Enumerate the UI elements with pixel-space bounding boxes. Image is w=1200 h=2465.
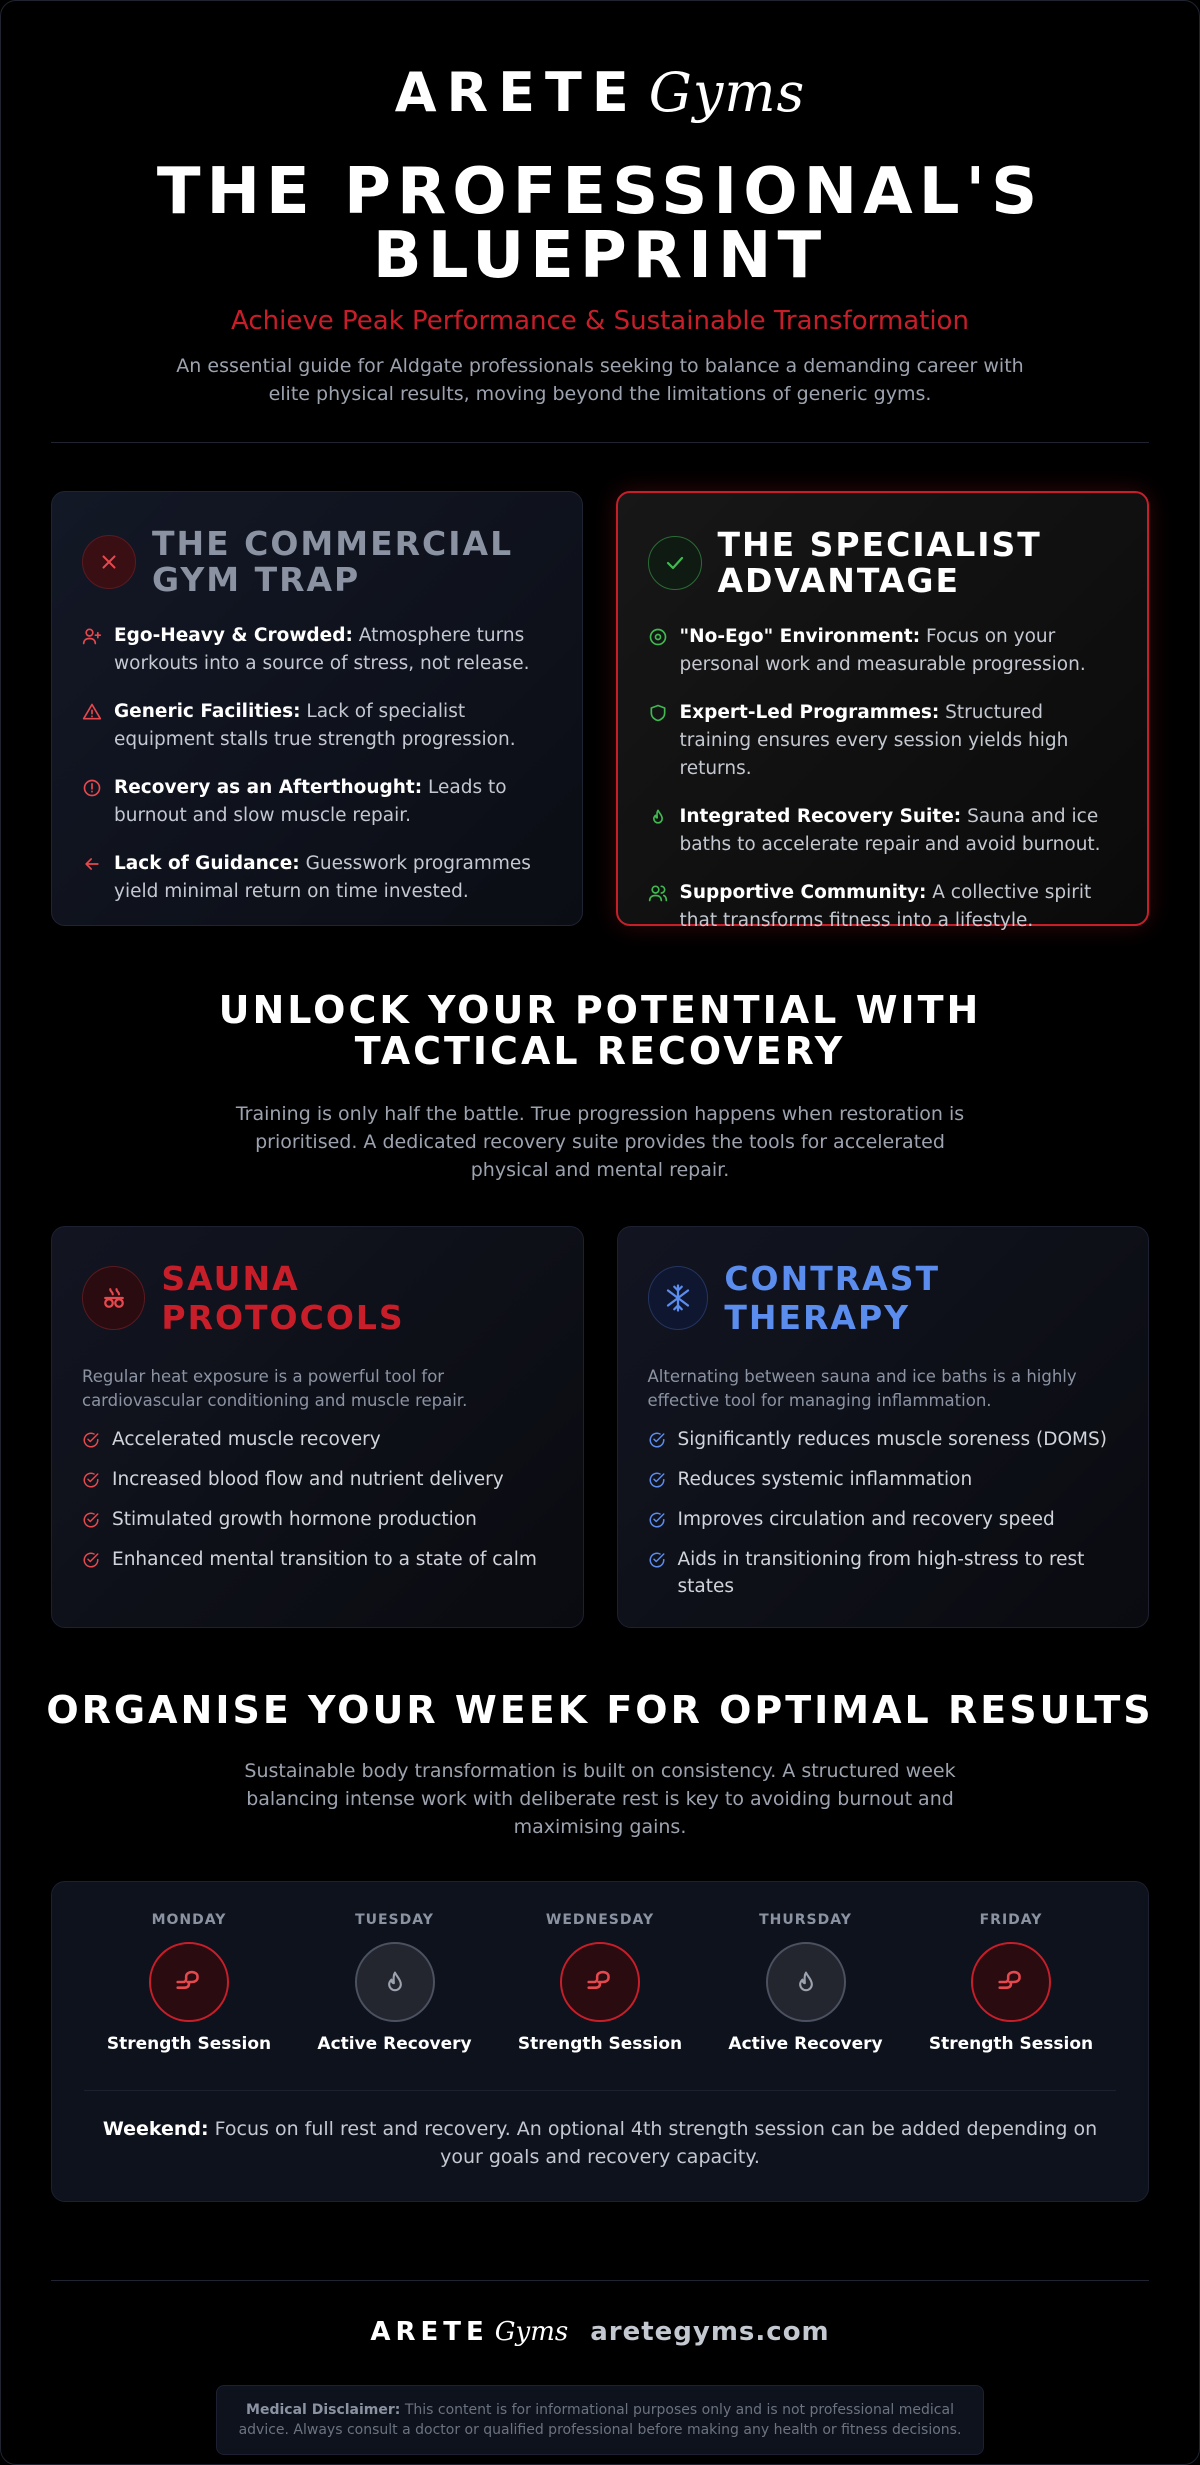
recovery-text: Training is only half the battle. True progression happens when restoration is prioritised. A dedicated recovery suite provides the tools for accelerated physical and mental repair.: [235, 1103, 965, 1181]
sauna-title: SAUNA PROTOCOLS: [161, 1259, 405, 1337]
contrast-description: Alternating between sauna and ice baths is a highly effective tool for managing inflammation.: [647, 1367, 1077, 1410]
list-item: Aids in transitioning from high-stress to rest states: [648, 1546, 1119, 1600]
weekend-note: Weekend: Focus on full rest and recovery. An optional 4th strength session can be added depending on your goals and recovery capacity.: [84, 2090, 1116, 2171]
list-item: Reduces systemic inflammation: [648, 1466, 1119, 1493]
list-item: "No-Ego" Environment: Focus on your personal work and measurable progression.: [648, 623, 1118, 679]
sauna-description: Regular heat exposure is a powerful tool for cardiovascular conditioning and muscle repair.: [82, 1367, 468, 1410]
week-section: [1, 1690, 1199, 1841]
divider: [51, 2280, 1149, 2281]
list-item: Accelerated muscle recovery: [82, 1426, 553, 1453]
recovery-drop-icon: [766, 1942, 846, 2022]
day-thursday: THURSDAY Active Recovery: [728, 1912, 883, 2054]
x-icon: [82, 535, 136, 589]
list-item: Increased blood flow and nutrient delivery: [82, 1466, 553, 1493]
users-icon: [648, 883, 668, 903]
week-heading: ORGANISE YOUR WEEK FOR OPTIMAL RESULTS: [46, 1688, 1154, 1732]
check-circle-icon: [648, 1551, 666, 1569]
snowflake-icon: [648, 1266, 709, 1330]
recovery-cards: [1, 1226, 1199, 1628]
brand-word: ARETE: [394, 61, 639, 124]
list-item: Enhanced mental transition to a state of calm: [82, 1546, 553, 1573]
strength-icon: [971, 1942, 1051, 2022]
user-plus-icon: [82, 626, 102, 646]
check-circle-icon: [82, 1511, 100, 1529]
sauna-protocols-card: [51, 1226, 584, 1628]
day-wednesday: WEDNESDAY Strength Session: [517, 1912, 683, 2054]
recovery-section: [1, 990, 1199, 1184]
comparison-section: [1, 491, 1199, 931]
brand-logo: [1, 1, 1199, 124]
footer-logo: ARETE Gyms: [370, 2317, 569, 2347]
check-circle-icon: [82, 1431, 100, 1449]
list-item: Lack of Guidance: Guesswork programmes yield minimal return on time invested.: [82, 850, 552, 906]
list-item: Expert-Led Programmes: Structured training ensures every session yields high returns.: [648, 699, 1118, 783]
list-item: Improves circulation and recovery speed: [648, 1506, 1119, 1533]
check-circle-icon: [648, 1431, 666, 1449]
strength-icon: [560, 1942, 640, 2022]
advantage-title: THE SPECIALIST ADVANTAGE: [717, 525, 1042, 600]
alert-circle-icon: [82, 778, 102, 798]
list-item: Significantly reduces muscle soreness (DOMS): [648, 1426, 1119, 1453]
brand-script: Gyms: [648, 61, 806, 124]
strength-icon: [149, 1942, 229, 2022]
contrast-title: CONTRAST THERAPY: [724, 1259, 940, 1337]
contrast-therapy-card: [617, 1226, 1150, 1628]
heat-icon: [82, 1266, 145, 1330]
list-item: Integrated Recovery Suite: Sauna and ice baths to accelerate repair and avoid burnout.: [648, 803, 1118, 859]
list-item: Supportive Community: A collective spirit that transforms fitness into a lifestyle.: [648, 879, 1118, 935]
medical-disclaimer: Medical Disclaimer: This content is for informational purposes only and is not professional medical advice. Always consult a doctor or qualified professional before making any health or fitness decisions.: [216, 2385, 984, 2455]
website-link[interactable]: aretegyms.com: [590, 2317, 830, 2347]
target-icon: [648, 627, 668, 647]
trap-title: THE COMMERCIAL GYM TRAP: [152, 524, 514, 599]
weekly-schedule: [51, 1881, 1149, 2202]
list-item: Stimulated growth hormone production: [82, 1506, 553, 1533]
warning-icon: [82, 702, 102, 722]
specialist-advantage-card: [616, 491, 1150, 931]
arrow-left-icon: [82, 854, 102, 874]
check-icon: [648, 536, 702, 590]
divider: [51, 442, 1149, 443]
list-item: Ego-Heavy & Crowded: Atmosphere turns workouts into a source of stress, not release.: [82, 622, 552, 678]
flame-icon: [648, 807, 668, 827]
check-circle-icon: [82, 1551, 100, 1569]
check-circle-icon: [648, 1471, 666, 1489]
day-monday: MONDAY Strength Session: [106, 1912, 272, 2054]
page-subtitle: Achieve Peak Performance & Sustainable Transformation: [231, 306, 969, 336]
shield-icon: [648, 703, 668, 723]
recovery-heading: UNLOCK YOUR POTENTIAL WITH TACTICAL RECOVERY: [218, 988, 982, 1073]
day-friday: FRIDAY Strength Session: [928, 1912, 1094, 2054]
check-circle-icon: [648, 1511, 666, 1529]
day-tuesday: TUESDAY Active Recovery: [317, 1912, 472, 2054]
footer: [1, 2317, 1199, 2347]
recovery-drop-icon: [355, 1942, 435, 2022]
intro-text: An essential guide for Aldgate professionals seeking to balance a demanding career with elite physical results, moving beyond the limitations of generic gyms.: [176, 355, 1024, 405]
list-item: Recovery as an Afterthought: Leads to burnout and slow muscle repair.: [82, 774, 552, 830]
page-title: THE PROFESSIONAL'S BLUEPRINT: [156, 155, 1044, 293]
list-item: Generic Facilities: Lack of specialist equipment stalls true strength progression.: [82, 698, 552, 754]
commercial-gym-trap-card: [51, 491, 583, 926]
week-text: Sustainable body transformation is built on consistency. A structured week balancing intense work with deliberate rest is key to avoiding burnout and maximising gains.: [244, 1760, 956, 1838]
check-circle-icon: [82, 1471, 100, 1489]
